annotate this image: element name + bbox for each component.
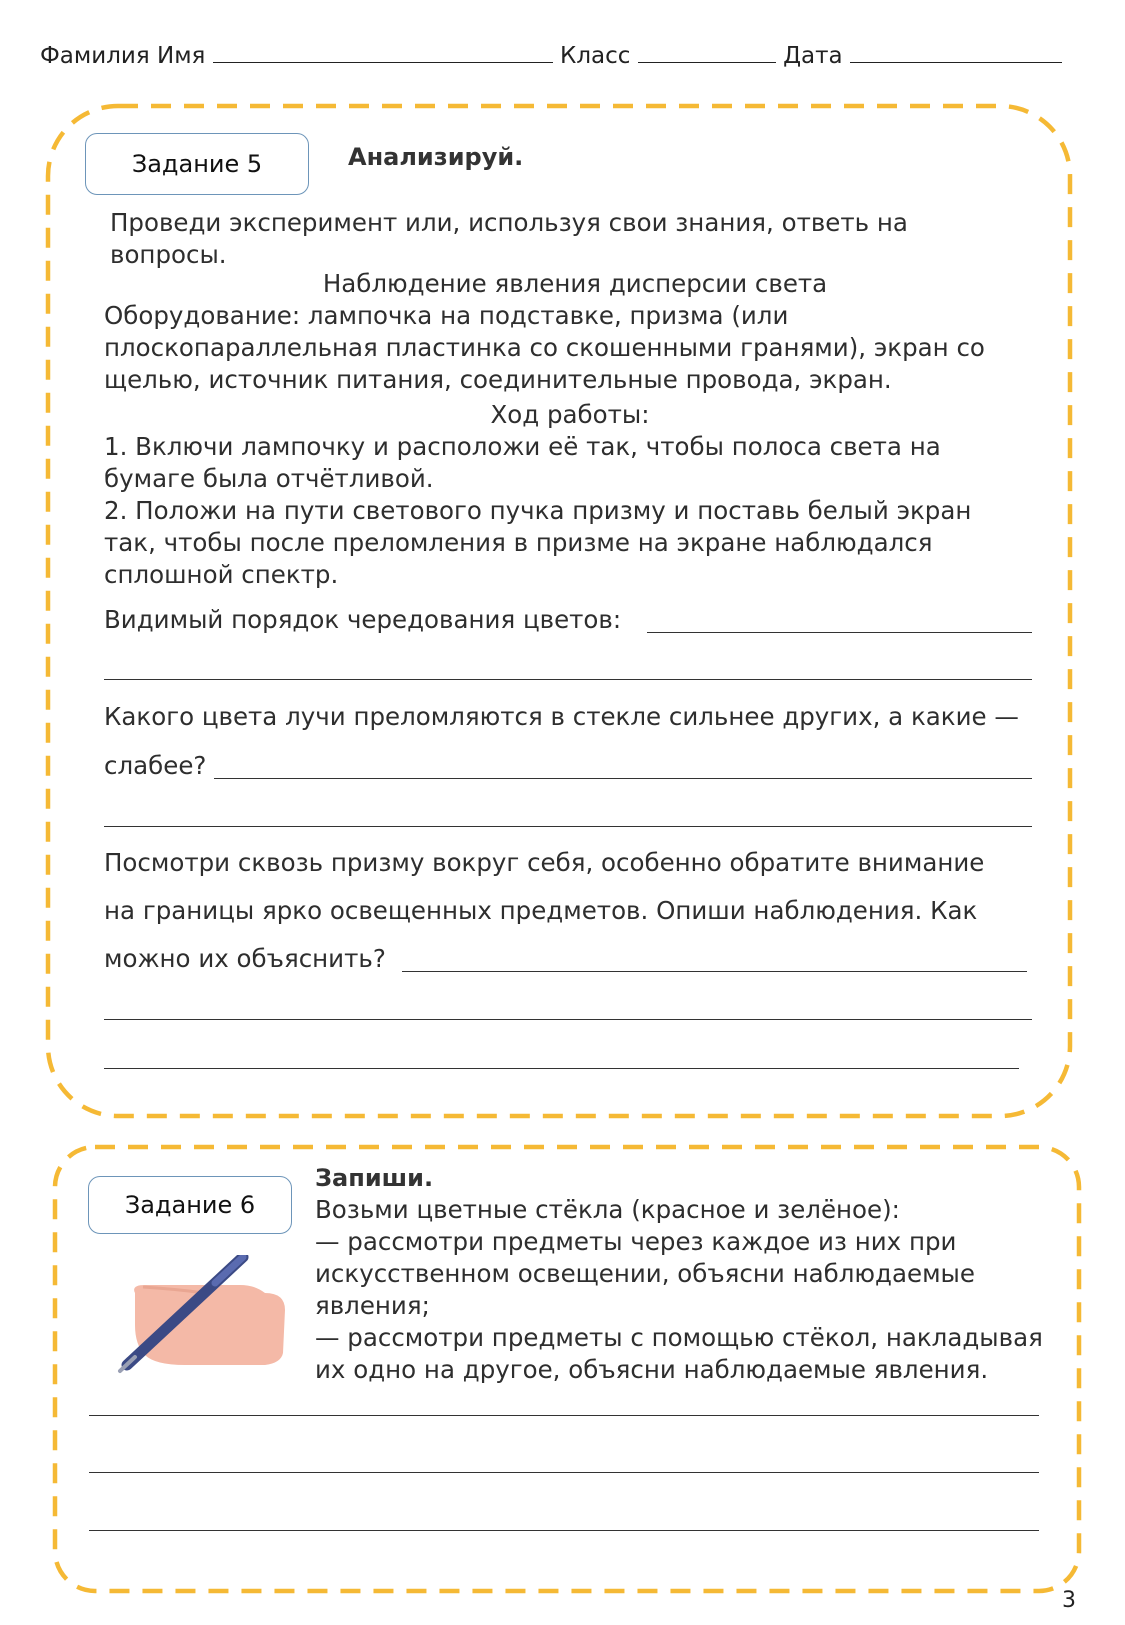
procedure-title: Ход работы: (490, 400, 650, 429)
answer-line[interactable] (647, 632, 1032, 633)
answer-line[interactable] (104, 1068, 1019, 1069)
class-label: Класс (560, 43, 631, 69)
task5-badge: Задание 5 (85, 133, 309, 195)
answer-line[interactable] (89, 1415, 1039, 1416)
answer-line[interactable] (89, 1530, 1039, 1531)
question-1: Видимый порядок чередования цветов: (104, 605, 622, 634)
task6-line-1: Возьми цветные стёкла (красное и зелёное): (315, 1195, 900, 1224)
step-1: 1. Включи лампочку и расположи её так, чтобы полоса света на бумаге была отчётливой. (104, 432, 941, 493)
answer-line[interactable] (214, 778, 1032, 779)
answer-line[interactable] (104, 1019, 1032, 1020)
task6-line-3: — рассмотри предметы с помощью стёкол, накладывая их одно на другое, объясни наблюдаемые явления. (315, 1323, 1043, 1384)
answer-line[interactable] (402, 971, 1027, 972)
experiment-title: Наблюдение явления дисперсии света (322, 269, 828, 298)
task6-title: Запиши. (315, 1164, 434, 1192)
hand-with-pen-icon (115, 1255, 295, 1375)
date-label: Дата (783, 43, 843, 69)
equipment-text: Оборудование: лампочка на подставке, призма (или плоскопараллельная пластинка со скошенными гранями), экран со щелью, источник питания, соединительные провода, экран. (104, 301, 985, 394)
question-2-line-2: слабее? (104, 751, 207, 780)
question-3-line-2: на границы ярко освещенных предметов. Опиши наблюдения. Как (104, 896, 978, 925)
question-3-line-3: можно их объяснить? (104, 944, 386, 973)
question-3-line-1: Посмотри сквозь призму вокруг себя, особенно обратите внимание (104, 848, 985, 877)
task5-intro: Проведи эксперимент или, используя свои знания, ответь на вопросы. (110, 208, 908, 269)
task6-line-2: — рассмотри предметы через каждое из них при искусственном освещении, объясни наблюдаемые явления; (315, 1227, 975, 1320)
answer-line[interactable] (104, 826, 1032, 827)
page-number: 3 (1062, 1588, 1076, 1613)
task6-badge: Задание 6 (88, 1176, 292, 1234)
answer-line[interactable] (104, 679, 1032, 680)
surname-label: Фамилия Имя (40, 43, 206, 69)
task5-title: Анализируй. (348, 143, 524, 171)
answer-line[interactable] (89, 1472, 1039, 1473)
step-2: 2. Положи на пути светового пучка призму и поставь белый экран так, чтобы после преломления в призме на экране наблюдался сплошной спектр. (104, 496, 972, 589)
question-2-line-1: Какого цвета лучи преломляются в стекле сильнее других, а какие — (104, 702, 1019, 731)
